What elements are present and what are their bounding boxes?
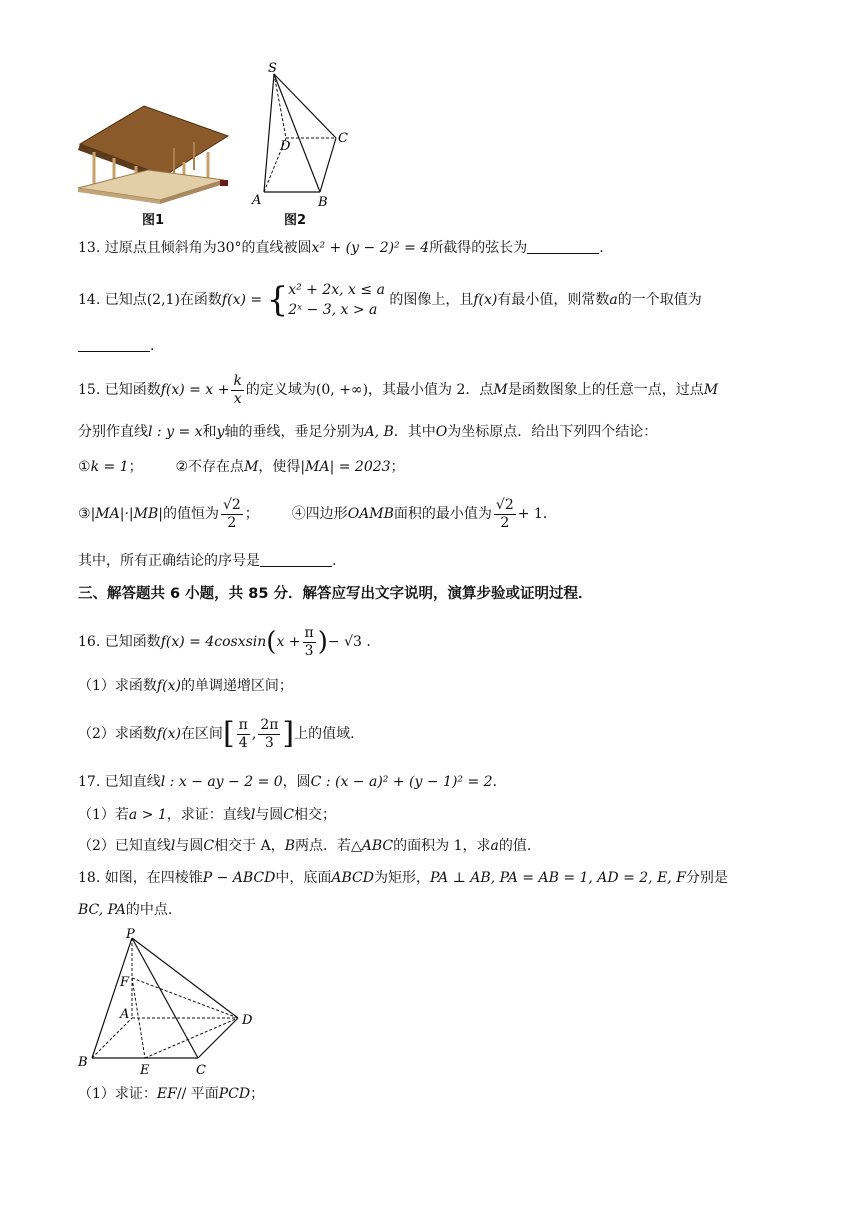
question-16: 16. 已知函数f(x) = 4cosxsin(x + $\frac{\pi}{3}$ )− √3 . [78, 624, 371, 659]
question-16-part2: （2）求函数f(x)在区间[ $\frac{\pi}{4}$ , $\frac{2\pi}{3}$ ]上的值域. [78, 716, 355, 751]
figure-18-pyramid [70, 926, 270, 1078]
figure-2-caption: 图2 [284, 213, 307, 228]
question-13: 13. 过原点且倾斜角为30°的直线被圆x² + (y − 2)² = 4所截得的弦长为 . [78, 240, 604, 256]
question-17-part1: （1）若a > 1，求证：直线l与圆C相交； [78, 807, 337, 823]
figure-2-pyramid [250, 62, 360, 208]
figure-1-pavilion [74, 96, 234, 206]
question-18-line1: 18. 如图，在四棱锥P − ABCD中，底面ABCD为矩形，PA ⊥ AB, PA = AB = 1, AD = 2, E, F分别是 [78, 870, 728, 886]
question-15-conclusions-34: ③|MA|·|MB|的值恒为 $\frac{√2}{2}$ ； ④四边形OAMB面积的最小值为 $\frac{√2}{2}$ + 1． [78, 496, 557, 531]
figure-1-caption: 图1 [142, 213, 165, 228]
fig18-label-B: B [78, 1055, 88, 1070]
question-16-part1: （1）求函数f(x)的单调递增区间； [78, 678, 293, 694]
question-18-part1: （1）求证：EF// 平面PCD； [78, 1086, 265, 1102]
fig2-label-S: S [268, 62, 277, 76]
fig2-label-D: D [280, 139, 291, 154]
question-15-final: 其中，所有正确结论的序号是 . [78, 553, 337, 569]
question-15-line2: 分别作直线l : y = x和y轴的垂线，垂足分别为A, B．其中O为坐标原点．给出下列四个结论： [78, 424, 658, 440]
fig18-label-P: P [126, 927, 135, 942]
question-14-blank-line: . [78, 336, 820, 356]
fig18-label-E: E [140, 1063, 150, 1078]
fig18-label-A: A [120, 1007, 130, 1022]
answer-blank-14[interactable] [78, 337, 150, 352]
question-17: 17. 已知直线l : x − ay − 2 = 0，圆C : (x − a)² + (y − 1)² = 2. [78, 774, 498, 790]
fig18-label-C: C [196, 1063, 206, 1078]
answer-blank-13[interactable] [527, 239, 599, 254]
question-15-line1: 15. 已知函数f(x) = x + $\frac{k}{x}$ 的定义域为(0, +∞)，其最小值为 2．点M是函数图象上的任意一点，过点M [78, 372, 719, 407]
question-17-part2: （2）已知直线l与圆C相交于 A，B两点．若△ABC的面积为 1，求a的值. [78, 838, 532, 854]
section-3-heading: 三、解答题共 6 小题，共 85 分．解答应写出文字说明，演算步验或证明过程． [78, 586, 593, 602]
question-18-line2: BC, PA的中点. [78, 902, 173, 918]
fig18-label-D: D [242, 1013, 253, 1028]
fig2-label-C: C [338, 131, 348, 146]
question-14: 14. 已知点(2,1)在函数f(x) = {x² + 2x, x ≤ a 2ˣ − 3, x > a 的图像上，且f(x)有最小值，则常数a的一个取值为 [78, 280, 702, 320]
fig18-label-F: F [120, 975, 130, 990]
fig2-label-A: A [252, 193, 262, 208]
question-15-conclusions-12: ①k = 1； ②不存在点M，使得|MA| = 2023； [78, 459, 405, 475]
answer-blank-15[interactable] [260, 552, 332, 567]
fig2-label-B: B [318, 195, 328, 208]
